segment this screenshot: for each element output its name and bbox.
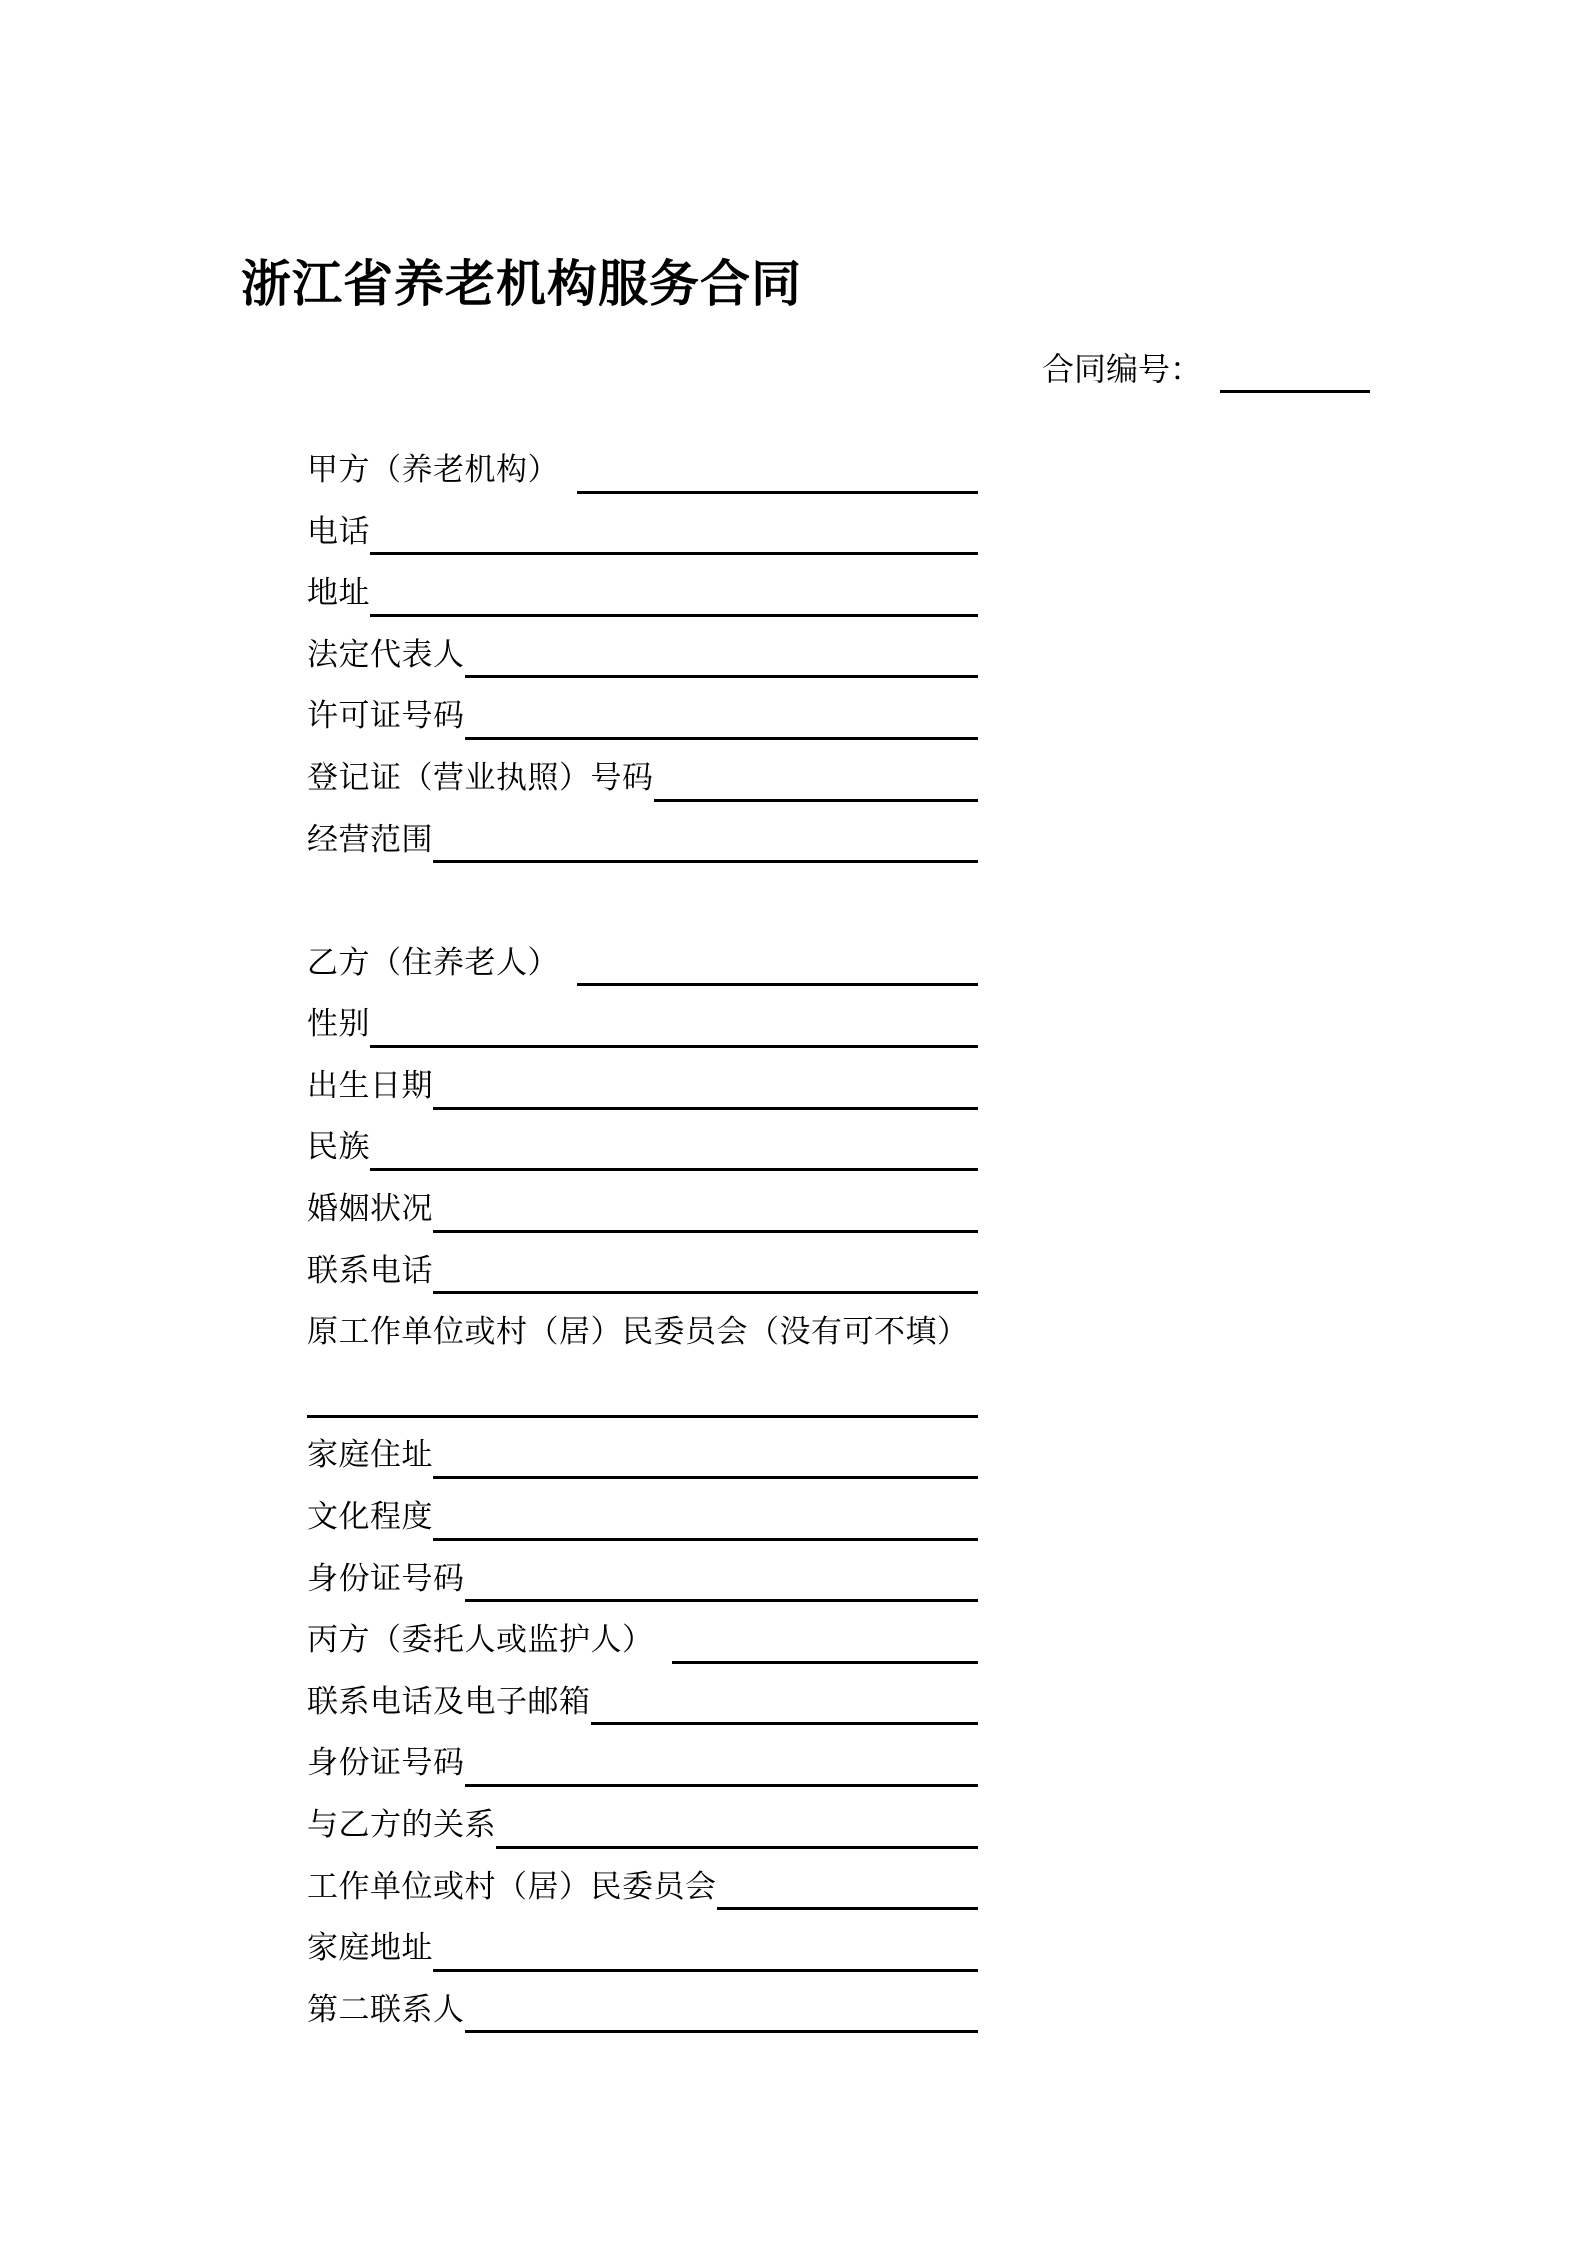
field-label: 文化程度: [307, 1499, 433, 1535]
blank-line: [370, 606, 978, 617]
form-row: [307, 1294, 978, 1356]
blank-line: [672, 1653, 979, 1664]
blank-line: [465, 729, 979, 740]
field-label: 身份证号码: [307, 1745, 465, 1781]
field-label: 身份证号码: [307, 1560, 465, 1596]
blank-line: [465, 1776, 979, 1787]
form-row: [307, 802, 978, 864]
contract-number-row: [1042, 352, 1370, 393]
form-row: [307, 1664, 978, 1726]
blank-line: [496, 1838, 978, 1849]
field-label: 地址: [307, 575, 370, 611]
blank-line: [433, 1222, 978, 1233]
form-row: [307, 1849, 978, 1911]
contract-number-blank-line: [1220, 360, 1370, 393]
blank-line: [577, 975, 978, 986]
field-label: 法定代表人: [307, 636, 465, 672]
field-label: 性别: [307, 1006, 370, 1042]
field-label: 民族: [307, 1129, 370, 1165]
form-row: [307, 1787, 978, 1849]
form-row: [307, 1356, 978, 1418]
blank-line: [591, 1714, 979, 1725]
blank-line: [433, 1530, 978, 1541]
field-label: 许可证号码: [307, 698, 465, 734]
form-row: [307, 925, 978, 987]
form-row: [307, 1171, 978, 1233]
field-label: 第二联系人: [307, 1991, 465, 2027]
form-row: [307, 1233, 978, 1295]
field-label: 工作单位或村（居）民委员会: [307, 1868, 717, 1904]
blank-line: [307, 1407, 978, 1418]
field-label: 家庭住址: [307, 1437, 433, 1473]
blank-line: [465, 2022, 979, 2033]
form-row: [307, 1048, 978, 1110]
blank-line: [370, 1037, 978, 1048]
form-row: [307, 1110, 978, 1172]
blank-line: [433, 1283, 978, 1294]
form-row: [307, 1541, 978, 1603]
field-label: 与乙方的关系: [307, 1807, 496, 1843]
page-title: 浙江省养老机构服务合同: [241, 256, 802, 312]
form-row: [307, 1602, 978, 1664]
form-row: [307, 494, 978, 556]
form-fields: [307, 432, 978, 2033]
form-row: [307, 1418, 978, 1480]
field-label: 甲方（养老机构）: [307, 451, 559, 487]
blank-line: [465, 667, 979, 678]
field-label: 登记证（营业执照）号码: [307, 759, 654, 795]
form-row: [307, 1479, 978, 1541]
blank-line: [717, 1899, 979, 1910]
blank-line: [465, 1591, 979, 1602]
form-row: [307, 986, 978, 1048]
form-row: [307, 1725, 978, 1787]
form-row: [307, 1910, 978, 1972]
field-label: 婚姻状况: [307, 1191, 433, 1227]
field-label: 丙方（委托人或监护人）: [307, 1622, 654, 1658]
form-row: [307, 432, 978, 494]
blank-line: [577, 483, 978, 494]
field-label: 联系电话及电子邮箱: [307, 1683, 591, 1719]
blank-line: [433, 852, 978, 863]
form-row: [307, 740, 978, 802]
contract-number-label: 合同编号：: [1042, 351, 1203, 387]
form-row: [307, 1972, 978, 2034]
form-row: [307, 678, 978, 740]
blank-line: [433, 1099, 978, 1110]
blank-line: [654, 791, 979, 802]
field-label: 家庭地址: [307, 1930, 433, 1966]
field-label: 原工作单位或村（居）民委员会（没有可不填）: [307, 1314, 969, 1350]
blank-line: [433, 1468, 978, 1479]
blank-line: [370, 1160, 978, 1171]
field-label: 电话: [307, 513, 370, 549]
field-label: 联系电话: [307, 1252, 433, 1288]
field-label: 经营范围: [307, 821, 433, 857]
form-row: [307, 863, 978, 925]
blank-line: [370, 544, 978, 555]
field-label: 乙方（住养老人）: [307, 944, 559, 980]
field-label: 出生日期: [307, 1067, 433, 1103]
form-row: [307, 617, 978, 679]
blank-line: [433, 1961, 978, 1972]
form-row: [307, 555, 978, 617]
